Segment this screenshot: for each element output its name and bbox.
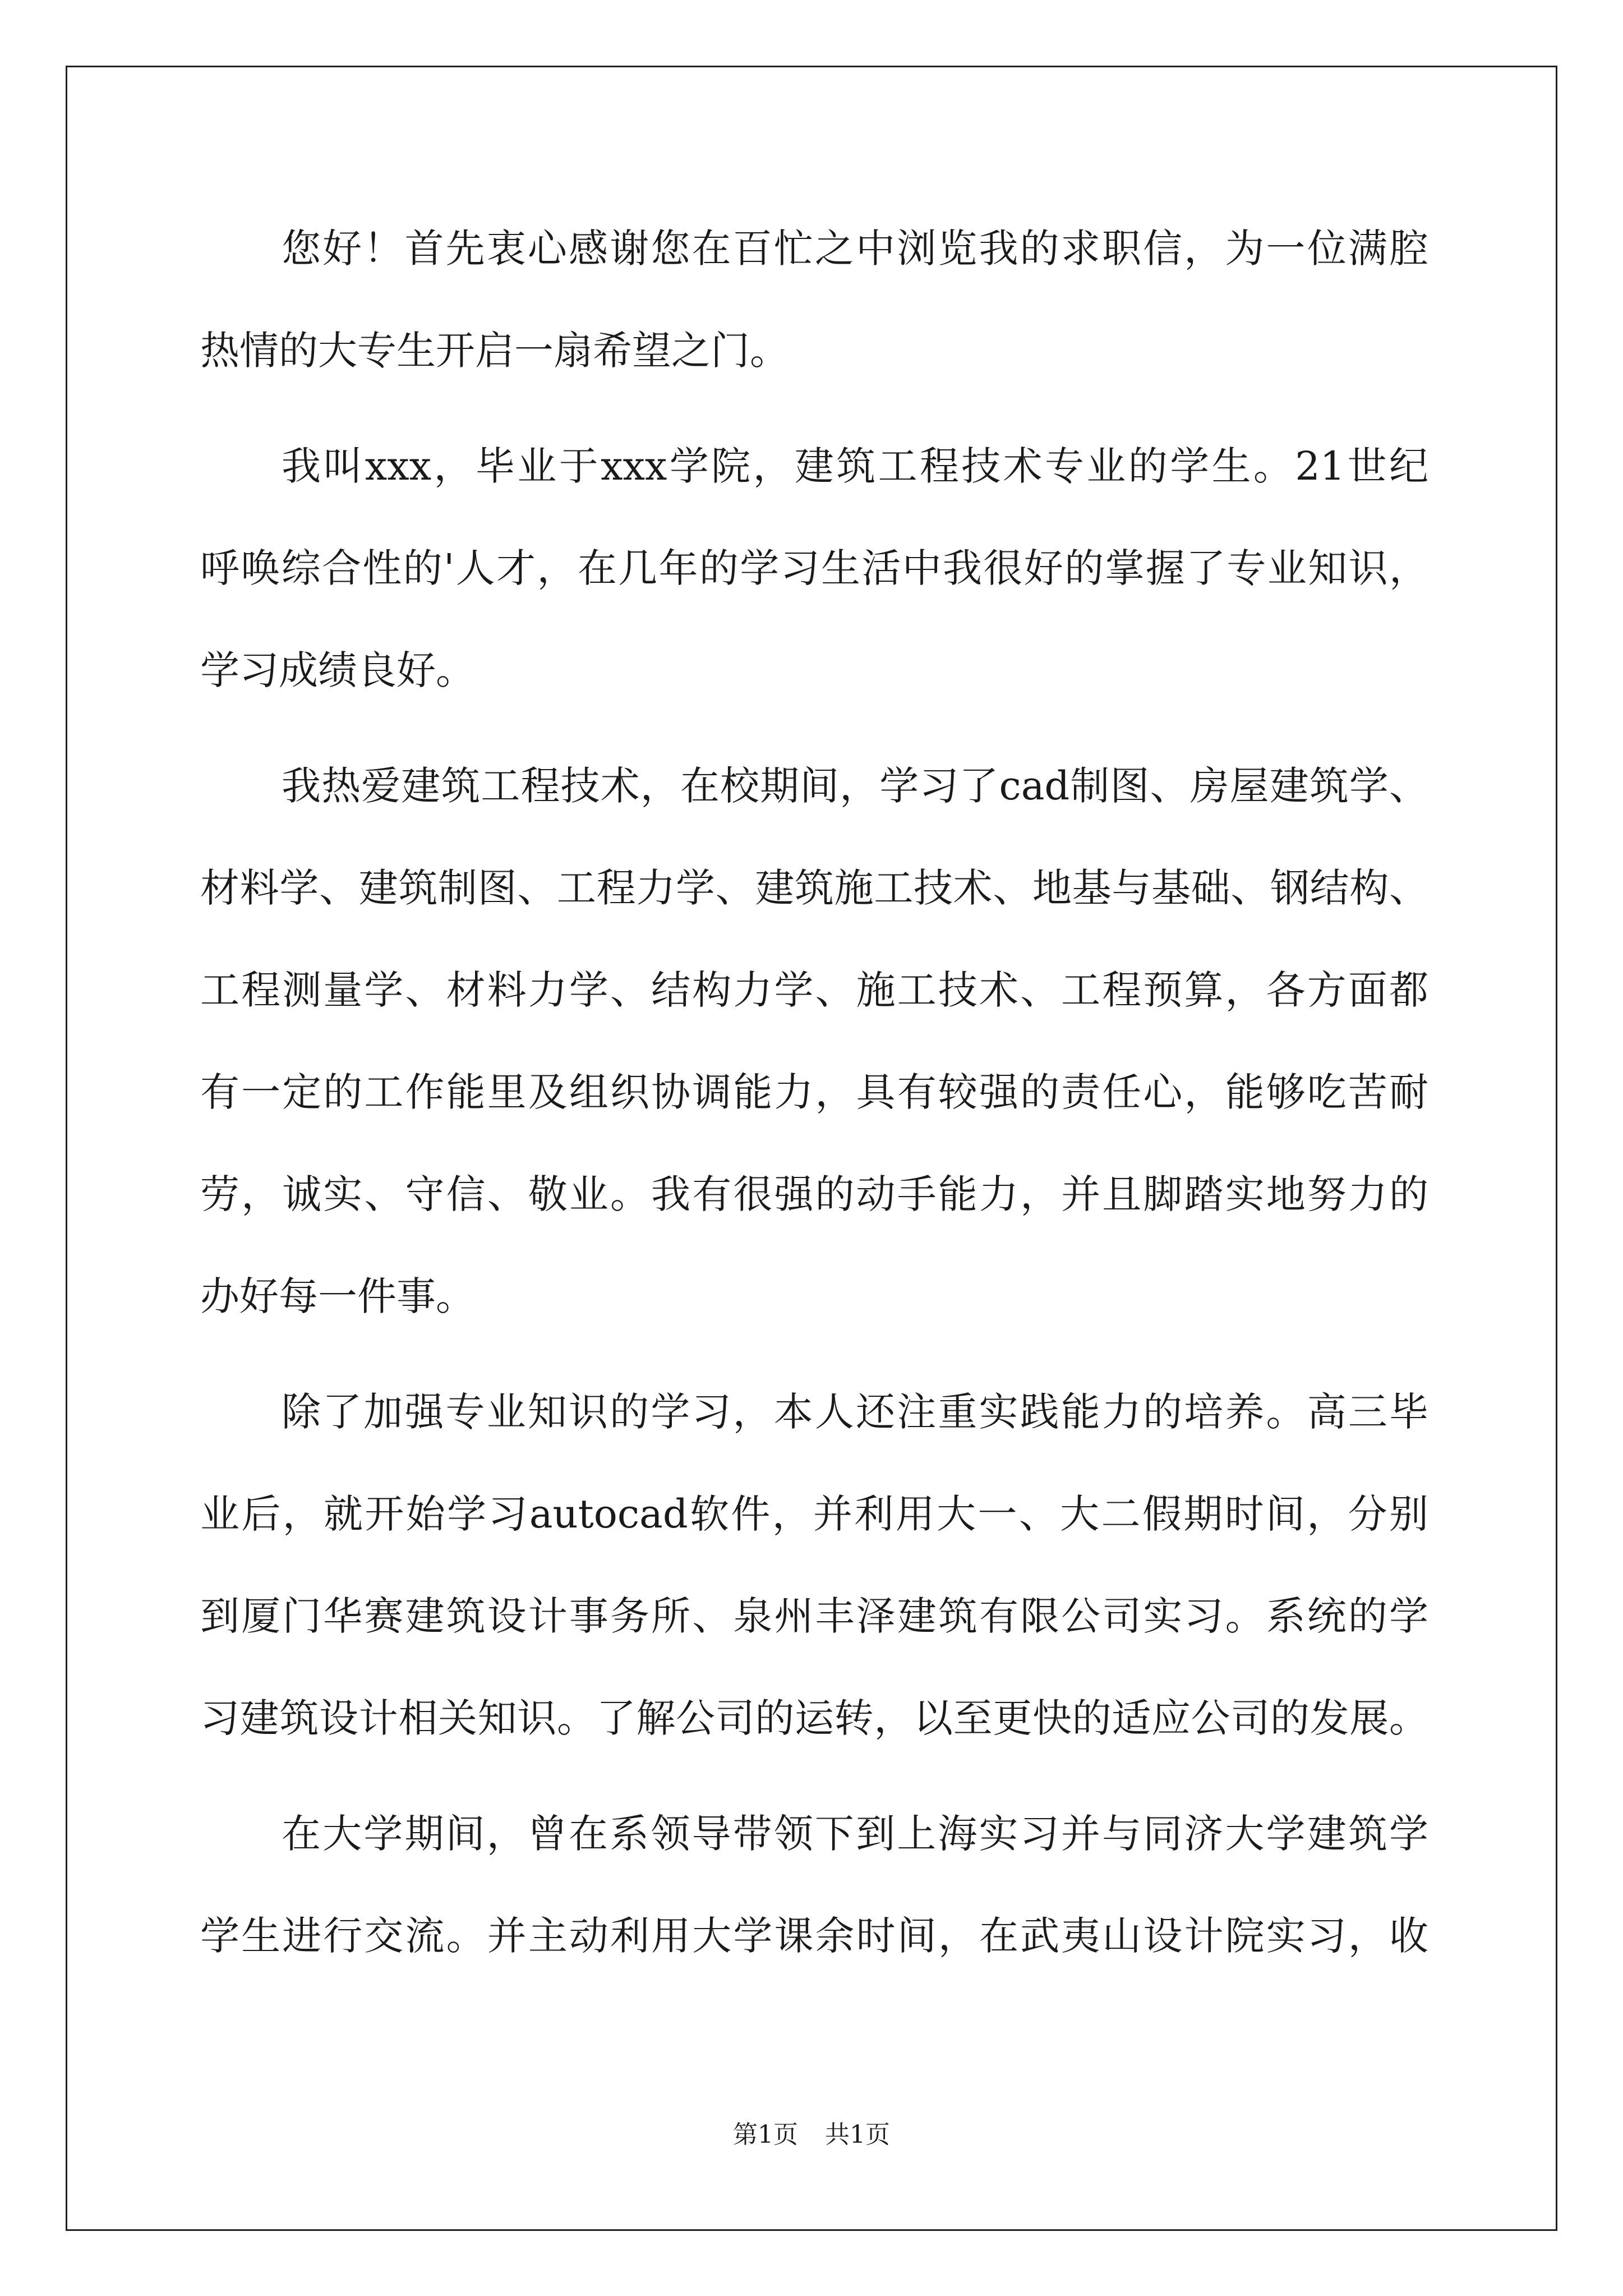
text-line: 在大学期间，曾在系领导带领下到上海实习并与同济大学建筑学 [282,1811,1428,1857]
page-footer [0,2118,1623,2152]
text-line: 我热爱建筑工程技术，在校期间，学习了cad制图、房屋建筑学、 [282,763,1428,809]
text-line: 劳，诚实、守信、敬业。我有很强的动手能力，并且脚踏实地努力的 [200,1171,1428,1217]
text-line: 我叫xxx，毕业于xxx学院，建筑工程技术专业的学生。21世纪 [282,443,1428,489]
text-line: 习建筑设计相关知识。了解公司的运转，以至更快的适应公司的发展。 [200,1695,1428,1741]
page-number-total: 共1页 [825,2120,890,2149]
text-line: 学习成绩良好。 [200,647,475,693]
text-line: 热情的大专生开启一扇希望之门。 [200,328,789,374]
page-number-current: 第1页 [733,2120,798,2149]
text-line: 工程测量学、材料力学、结构力学、施工技术、工程预算，各方面都 [200,967,1428,1013]
text-line: 您好！首先衷心感谢您在百忙之中浏览我的求职信，为一位满腔 [282,226,1428,272]
text-line: 办好每一件事。 [200,1273,475,1319]
text-line: 学生进行交流。并主动利用大学课余时间，在武夷山设计院实习，收 [200,1913,1428,1959]
text-line: 业后，就开始学习autocad软件，并利用大一、大二假期时间，分别 [200,1491,1428,1537]
text-line: 材料学、建筑制图、工程力学、建筑施工技术、地基与基础、钢结构、 [200,865,1428,911]
text-line: 除了加强专业知识的学习，本人还注重实践能力的培养。高三毕 [282,1389,1428,1435]
text-line: 到厦门华赛建筑设计事务所、泉州丰泽建筑有限公司实习。系统的学 [200,1593,1428,1639]
text-line: 有一定的工作能里及组织协调能力，具有较强的责任心，能够吃苦耐 [200,1069,1428,1115]
text-line: 呼唤综合性的'人才，在几年的学习生活中我很好的掌握了专业知识， [200,545,1428,591]
